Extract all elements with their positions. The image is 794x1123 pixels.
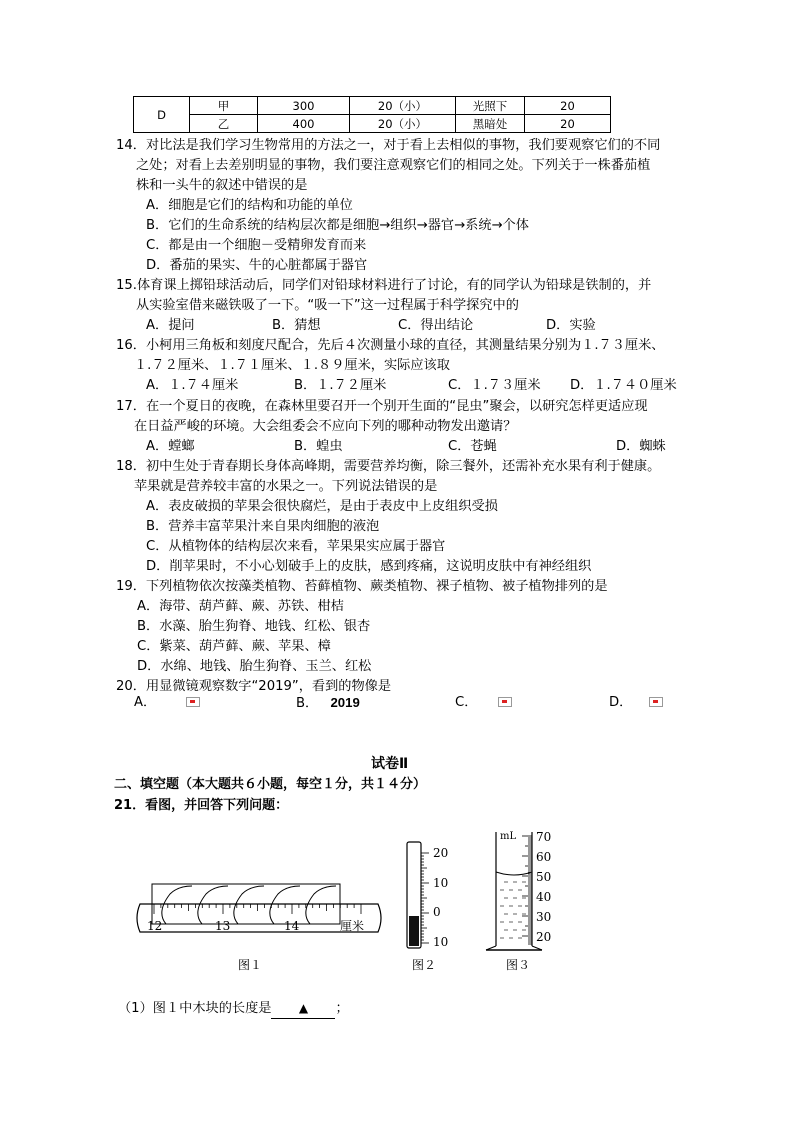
question-19-option-d: D．水绵、地钱、胎生狗脊、玉兰、红松 bbox=[137, 659, 372, 674]
question-14-stem: 之处；对看上去差别明显的事物，我们要注意观察它们的相同之处。下列关于一株番茄植 bbox=[136, 158, 651, 173]
ruler-unit: 厘米 bbox=[340, 919, 365, 933]
q21-figures bbox=[120, 826, 560, 976]
question-20-option-d bbox=[609, 693, 663, 713]
cylinder-tick-label: 30 bbox=[536, 910, 552, 924]
table-cell: 400 bbox=[258, 115, 350, 133]
question-19-option-a: A．海带、葫芦藓、蕨、苏铁、柑桔 bbox=[137, 599, 344, 614]
question-15-option-d: D．实验 bbox=[546, 318, 596, 333]
table-cell: 20 bbox=[525, 97, 611, 115]
question-19-stem: 19．下列植物依次按藻类植物、苔藓植物、蕨类植物、裸子植物、被子植物排列的是 bbox=[116, 579, 608, 594]
table-row bbox=[134, 115, 611, 133]
table-row bbox=[134, 97, 611, 115]
question-20-option-c bbox=[455, 693, 512, 713]
option-label: A． bbox=[134, 695, 157, 710]
question-18-stem: 苹果就是营养较丰富的水果之一。下列说法错误的是 bbox=[134, 479, 438, 494]
question-14-stem: 株和一头牛的叙述中错误的是 bbox=[136, 178, 308, 193]
table-cell: 甲 bbox=[190, 97, 258, 115]
table-cell: 乙 bbox=[190, 115, 258, 133]
thermo-tick-label: 20 bbox=[433, 846, 449, 860]
figure-2-label: 图２ bbox=[412, 958, 437, 972]
ruler-tick-label: 12 bbox=[147, 919, 163, 933]
cylinder-tick-label: 40 bbox=[536, 890, 552, 904]
question-14-stem: 14．对比法是我们学习生物常用的方法之一，对于看上去相似的事物，我们要观察它们的不同 bbox=[116, 138, 661, 153]
broken-image-icon bbox=[186, 697, 200, 707]
answer-blank[interactable] bbox=[271, 998, 335, 1019]
cylinder-unit: mL bbox=[500, 831, 517, 842]
option-value: 2019 bbox=[330, 695, 360, 710]
question-14-option-c: C．都是由一个细胞－受精卵发育而来 bbox=[146, 238, 367, 253]
blank-marker: ▲ bbox=[298, 1001, 309, 1015]
question-15-option-a: A．提问 bbox=[146, 318, 195, 333]
table-cell: D bbox=[134, 97, 190, 133]
question-15-option-c: C．得出结论 bbox=[398, 318, 474, 333]
question-16-option-c: C．１.７３厘米 bbox=[448, 378, 541, 393]
question-20-option-a bbox=[134, 693, 200, 713]
thermo-tick-label: 10 bbox=[433, 876, 449, 890]
question-16-option-b: B．１.７２厘米 bbox=[294, 378, 387, 393]
question-20-option-b bbox=[296, 693, 360, 714]
cylinder-tick-label: 20 bbox=[536, 930, 552, 944]
question-18-option-c: C．从植物体的结构层次来看，苹果果实应属于器官 bbox=[146, 539, 446, 554]
sub-question-text: （1）图１中木块的长度是 bbox=[118, 1001, 272, 1016]
figure-3-cylinder bbox=[486, 830, 551, 972]
sub-question-punct: ； bbox=[335, 1001, 349, 1016]
question-17-option-c: C．苍蝇 bbox=[448, 439, 497, 454]
question-17-stem: 17．在一个夏日的夜晚，在森林里要召开一个别开生面的“昆虫”聚会，以研究怎样更适应现 bbox=[116, 399, 648, 414]
question-15-option-b: B．猜想 bbox=[272, 318, 321, 333]
question-14-option-a: A．细胞是它们的结构和功能的单位 bbox=[146, 198, 353, 213]
thermometer-liquid bbox=[409, 916, 419, 946]
question-16-stem: １.７２厘米、１.７１厘米、１.８９厘米，实际应该取 bbox=[134, 358, 450, 373]
question-14-option-d: D．番茄的果实、牛的心脏都属于器官 bbox=[146, 258, 368, 273]
question-18-option-d: D．削苹果时，不小心划破手上的皮肤，感到疼痛，这说明皮肤中有神经组织 bbox=[146, 559, 592, 574]
question-17-option-b: B．蝗虫 bbox=[294, 439, 343, 454]
figure-2-thermometer bbox=[407, 842, 448, 972]
figure-3-label: 图３ bbox=[506, 958, 531, 972]
question-16-option-a: A．１.７４厘米 bbox=[146, 378, 239, 393]
thermo-tick-label: 0 bbox=[433, 905, 441, 919]
question-19-option-c: C．紫菜、葫芦藓、蕨、苹果、樟 bbox=[137, 639, 331, 654]
broken-image-icon bbox=[649, 697, 663, 707]
table-cell: 光照下 bbox=[456, 97, 525, 115]
question-17-option-d: D．蜘蛛 bbox=[616, 439, 666, 454]
table-cell: 300 bbox=[258, 97, 350, 115]
cylinder-tick-label: 70 bbox=[536, 830, 552, 844]
question-17-stem: 在日益严峻的环境。大会组委会不应向下列的哪种动物发出邀请？ bbox=[134, 419, 517, 434]
question-18-option-a: A．表皮破损的苹果会很快腐烂，是由于表皮中上皮组织受损 bbox=[146, 499, 498, 514]
table-cell: 20（小） bbox=[350, 97, 456, 115]
cylinder-tick-label: 50 bbox=[536, 870, 552, 884]
question-14-option-b: B．它们的生命系统的结构层次都是细胞→组织→器官→系统→个体 bbox=[146, 218, 529, 233]
option-label: C． bbox=[455, 695, 478, 710]
question-18-option-b: B．营养丰富苹果汁来自果肉细胞的液泡 bbox=[146, 519, 380, 534]
question-17-option-a: A．螳螂 bbox=[146, 439, 195, 454]
question-16-option-d: D．１.７４０厘米 bbox=[570, 378, 677, 393]
table-cell: 20 bbox=[525, 115, 611, 133]
question-21-sub1 bbox=[118, 998, 349, 1019]
figure-1-ruler bbox=[137, 884, 381, 972]
ruler-tick-label: 14 bbox=[284, 919, 300, 933]
broken-image-icon bbox=[498, 697, 512, 707]
figure-1-label: 图１ bbox=[238, 958, 263, 972]
question-18-stem: 18．初中生处于青春期长身体高峰期，需要营养均衡，除三餐外，还需补充水果有利于健康。 bbox=[116, 459, 661, 474]
option-label: D． bbox=[609, 695, 633, 710]
question-21-stem: 21．看图，并回答下列问题： bbox=[114, 798, 289, 813]
section-subtitle: 二、填空题（本大题共６小题，每空１分，共１４分） bbox=[114, 777, 427, 792]
table-cell: 黑暗处 bbox=[456, 115, 525, 133]
question-16-stem: 16．小柯用三角板和刻度尺配合，先后４次测量小球的直径，其测量结果分别为１.７３厘米、 bbox=[116, 338, 665, 353]
question-20-stem: 20．用显微镜观察数字“2019”，看到的物像是 bbox=[116, 679, 392, 694]
table-cell: 20（小） bbox=[350, 115, 456, 133]
cylinder-tick-label: 60 bbox=[536, 850, 552, 864]
section-title: 试卷Ⅱ bbox=[371, 756, 409, 772]
experiment-table bbox=[133, 96, 611, 133]
question-15-stem: 15.体育课上掷铅球活动后，同学们对铅球材料进行了讨论，有的同学认为铅球是铁制的，并 bbox=[116, 278, 652, 293]
ruler-tick-label: 13 bbox=[215, 919, 231, 933]
question-15-stem: 从实验室借来磁铁吸了一下。“吸一下”这一过程属于科学探究中的 bbox=[136, 298, 519, 313]
thermo-tick-label: 10 bbox=[433, 935, 449, 949]
option-label: B． bbox=[296, 696, 319, 711]
question-19-option-b: B．水藻、胎生狗脊、地钱、红松、银杏 bbox=[137, 619, 371, 634]
